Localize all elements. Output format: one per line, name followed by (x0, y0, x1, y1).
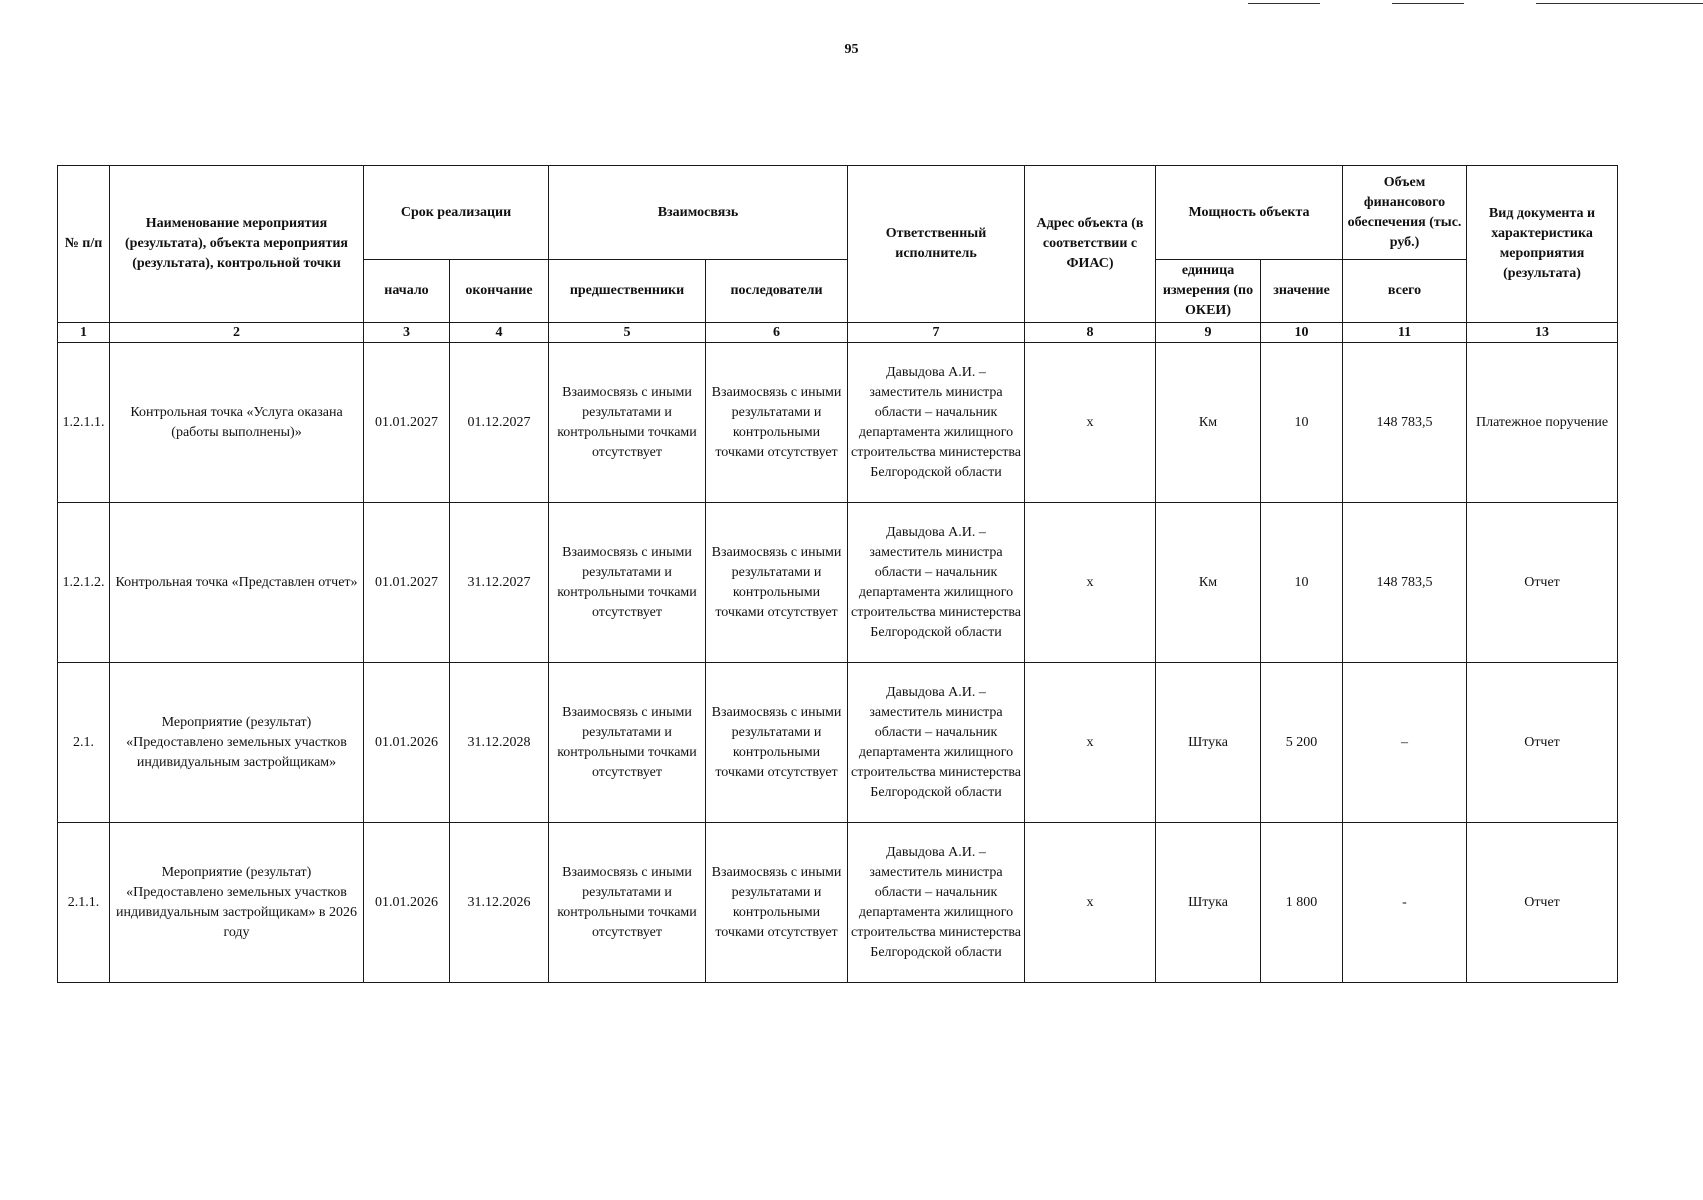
cell-address: х (1025, 503, 1156, 663)
cell-address: х (1025, 823, 1156, 983)
column-number: 1 (58, 323, 110, 343)
cell-unit: Штука (1156, 663, 1261, 823)
column-numbers-row (58, 323, 1618, 343)
cell-num: 1.2.1.1. (58, 343, 110, 503)
cell-start: 01.01.2026 (364, 823, 450, 983)
cell-value: 10 (1261, 343, 1343, 503)
column-number: 11 (1343, 323, 1467, 343)
cell-succ: Взаимосвязь с иными результатами и контрольными точками отсутствует (706, 343, 848, 503)
column-number: 6 (706, 323, 848, 343)
cell-unit: Км (1156, 503, 1261, 663)
header-term-start: начало (364, 260, 450, 323)
cell-start: 01.01.2026 (364, 663, 450, 823)
cell-responsible: Давыдова А.И. – заместитель министра области – начальник департамента жилищного строительства министерства Белгородской области (848, 823, 1025, 983)
header-finance-total: всего (1343, 260, 1467, 323)
cell-num: 2.1.1. (58, 823, 110, 983)
header-capacity: Мощность объекта (1156, 166, 1343, 260)
header-capacity-unit: единица измерения (по ОКЕИ) (1156, 260, 1261, 323)
table-row (58, 663, 1618, 823)
cell-succ: Взаимосвязь с иными результатами и контрольными точками отсутствует (706, 823, 848, 983)
cell-end: 31.12.2028 (450, 663, 549, 823)
cell-num: 1.2.1.2. (58, 503, 110, 663)
column-number: 4 (450, 323, 549, 343)
header-link-succ: последователи (706, 260, 848, 323)
cell-pred: Взаимосвязь с иными результатами и контрольными точками отсутствует (549, 823, 706, 983)
cell-doc: Платежное поручение (1467, 343, 1618, 503)
cell-value: 1 800 (1261, 823, 1343, 983)
header-responsible: Ответственный исполнитель (848, 166, 1025, 323)
table-row (58, 503, 1618, 663)
column-number: 3 (364, 323, 450, 343)
cell-name: Мероприятие (результат) «Предоставлено земельных участков индивидуальным застройщикам» в 2026 году (110, 823, 364, 983)
header-capacity-value: значение (1261, 260, 1343, 323)
cell-total: - (1343, 823, 1467, 983)
header-name: Наименование мероприятия (результата), объекта мероприятия (результата), контрольной точки (110, 166, 364, 323)
page-number: 95 (844, 42, 859, 57)
cell-start: 01.01.2027 (364, 343, 450, 503)
top-rule-1 (1248, 3, 1320, 4)
cell-end: 31.12.2027 (450, 503, 549, 663)
column-number: 7 (848, 323, 1025, 343)
column-number: 10 (1261, 323, 1343, 343)
cell-end: 31.12.2026 (450, 823, 549, 983)
column-number: 9 (1156, 323, 1261, 343)
column-number: 13 (1467, 323, 1618, 343)
header-address: Адрес объекта (в соответствии с ФИАС) (1025, 166, 1156, 323)
cell-address: х (1025, 343, 1156, 503)
header-link: Взаимосвязь (549, 166, 848, 260)
cell-value: 10 (1261, 503, 1343, 663)
cell-total: 148 783,5 (1343, 503, 1467, 663)
table-row (58, 823, 1618, 983)
cell-total: – (1343, 663, 1467, 823)
header-link-pred: предшественники (549, 260, 706, 323)
cell-responsible: Давыдова А.И. – заместитель министра области – начальник департамента жилищного строительства министерства Белгородской области (848, 663, 1025, 823)
cell-start: 01.01.2027 (364, 503, 450, 663)
cell-name: Контрольная точка «Представлен отчет» (110, 503, 364, 663)
header-doc: Вид документа и характеристика мероприятия (результата) (1467, 166, 1618, 323)
cell-pred: Взаимосвязь с иными результатами и контрольными точками отсутствует (549, 663, 706, 823)
header-num: № п/п (58, 166, 110, 323)
cell-doc: Отчет (1467, 663, 1618, 823)
cell-doc: Отчет (1467, 503, 1618, 663)
cell-name: Контрольная точка «Услуга оказана (работы выполнены)» (110, 343, 364, 503)
cell-num: 2.1. (58, 663, 110, 823)
cell-succ: Взаимосвязь с иными результатами и контрольными точками отсутствует (706, 503, 848, 663)
table-row (58, 343, 1618, 503)
top-rule-2 (1392, 3, 1464, 4)
cell-address: х (1025, 663, 1156, 823)
cell-unit: Штука (1156, 823, 1261, 983)
cell-doc: Отчет (1467, 823, 1618, 983)
header-term: Срок реализации (364, 166, 549, 260)
cell-pred: Взаимосвязь с иными результатами и контрольными точками отсутствует (549, 343, 706, 503)
cell-value: 5 200 (1261, 663, 1343, 823)
cell-responsible: Давыдова А.И. – заместитель министра области – начальник департамента жилищного строительства министерства Белгородской области (848, 503, 1025, 663)
plan-table (57, 165, 1618, 983)
column-number: 2 (110, 323, 364, 343)
cell-succ: Взаимосвязь с иными результатами и контрольными точками отсутствует (706, 663, 848, 823)
cell-pred: Взаимосвязь с иными результатами и контрольными точками отсутствует (549, 503, 706, 663)
header-finance: Объем финансового обеспечения (тыс. руб.) (1343, 166, 1467, 260)
cell-end: 01.12.2027 (450, 343, 549, 503)
cell-responsible: Давыдова А.И. – заместитель министра области – начальник департамента жилищного строительства министерства Белгородской области (848, 343, 1025, 503)
column-number: 8 (1025, 323, 1156, 343)
cell-name: Мероприятие (результат) «Предоставлено земельных участков индивидуальным застройщикам» (110, 663, 364, 823)
cell-unit: Км (1156, 343, 1261, 503)
cell-total: 148 783,5 (1343, 343, 1467, 503)
column-number: 5 (549, 323, 706, 343)
top-rule-3 (1536, 3, 1703, 4)
header-term-end: окончание (450, 260, 549, 323)
